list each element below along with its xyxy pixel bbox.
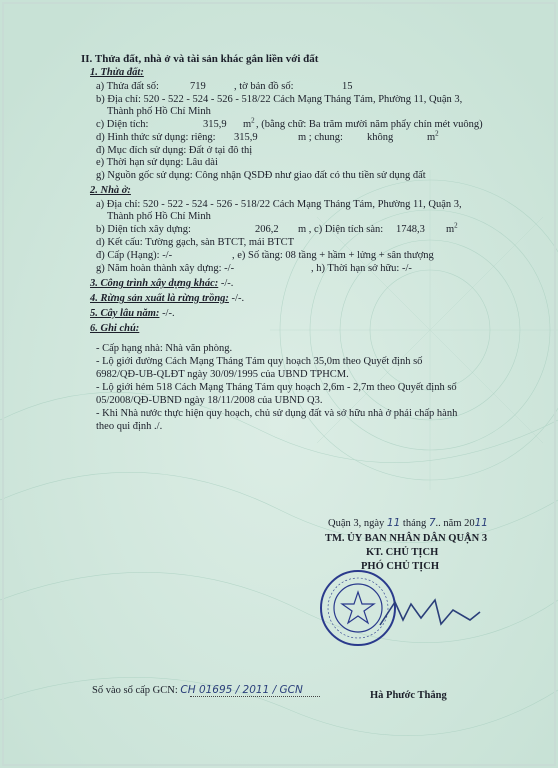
- production-forest: 4. Rừng sản xuất là rừng trồng: -/-.: [90, 293, 245, 304]
- floor-area-unit: $m^2$: [446, 221, 458, 235]
- house-ownership-term: , h) Thời hạn sở hữu: -/-: [311, 263, 412, 274]
- usage-unit: $m^2$: [427, 129, 439, 143]
- house-address-city: Thành phố Hồ Chí Minh: [107, 211, 211, 222]
- usage-purpose: đ) Mục đích sử dụng: Đất ở tại đô thị: [96, 145, 253, 156]
- house-address: a) Địa chỉ: 520 - 522 - 524 - 526 - 518/22 Cách Mạng Tháng Tám, Phường 11, Quận 3,: [96, 199, 462, 210]
- note-line: - Khi Nhà nước thực hiện quy hoạch, chủ sử dụng đất và sở hữu nhà ở phải chấp hành: [96, 408, 458, 419]
- land-sheet-number: 15: [342, 81, 353, 92]
- land-parcel-label: a) Thửa đất số:: [96, 81, 159, 92]
- land-area-words: , (bằng chữ: Ba trăm mười năm phẩy chín mét vuông): [256, 119, 483, 130]
- floor-area-label: m , c) Diện tích sàn:: [298, 224, 384, 235]
- note-line: theo qui định ./.: [96, 421, 163, 432]
- land-heading: 1. Thửa đất:: [90, 67, 144, 78]
- authority-line: TM. ỦY BAN NHÂN DÂN QUẬN 3: [325, 533, 488, 544]
- signature-scribble: [375, 590, 485, 640]
- issue-date: Quận 3, ngày 11 tháng 7.. năm 2011: [328, 517, 488, 529]
- perennial-trees: 5. Cây lâu năm: -/-.: [90, 308, 175, 319]
- house-structure: d) Kết cấu: Tường gạch, sàn BTCT, mái BTCT: [96, 237, 295, 248]
- house-grade: đ) Cấp (Hạng): -/-: [96, 250, 173, 261]
- floor-area-value: 1748,3: [396, 224, 425, 235]
- registry-underline: [190, 696, 320, 697]
- house-completion-year: g) Năm hoàn thành xây dựng: -/-: [96, 263, 235, 274]
- note-line: - Cấp hạng nhà: Nhà văn phòng.: [96, 343, 233, 354]
- usage-private-area: 315,9: [234, 132, 258, 143]
- land-address: b) Địa chỉ: 520 - 522 - 524 - 526 - 518/22 Cách Mạng Tháng Tám, Phường 11, Quận 3,: [96, 94, 463, 105]
- building-area-value: 206,2: [255, 224, 279, 235]
- land-parcel-number: 719: [190, 81, 206, 92]
- registry-number: Số vào sổ cấp GCN: CH 01695 / 2011 / GCN: [92, 684, 303, 696]
- house-heading: 2. Nhà ở:: [90, 185, 131, 196]
- authority-role: KT. CHỦ TỊCH: [366, 547, 439, 558]
- note-line: 05/2008/QĐ-UBND ngày 18/11/2008 của UBND Q3.: [96, 395, 323, 406]
- land-area-unit: $m^2$: [243, 116, 255, 130]
- usage-form-label: d) Hình thức sử dụng: riêng:: [96, 132, 216, 143]
- usage-term: e) Thời hạn sử dụng: Lâu dài: [96, 157, 218, 168]
- land-address-city: Thành phố Hồ Chí Minh: [107, 106, 211, 117]
- section-title: II. Thửa đất, nhà ở và tài sản khác gắn liền với đất: [81, 53, 319, 65]
- note-line: - Lộ giới hẻm 518 Cách Mạng Tháng Tám quy hoạch 2,6m - 2,7m theo Quyết định số: [96, 382, 457, 393]
- land-area-value: 315,9: [203, 119, 227, 130]
- usage-common-label: m ; chung:: [298, 132, 343, 143]
- authority-title: PHÓ CHỦ TỊCH: [361, 561, 439, 572]
- usage-common-value: không: [367, 132, 394, 143]
- note-line: - Lộ giới đường Cách Mạng Tháng Tám quy hoạch 35,0m theo Quyết định số: [96, 356, 423, 367]
- other-construction: 3. Công trình xây dựng khác: -/-.: [90, 278, 234, 289]
- notes-heading: 6. Ghi chú:: [90, 323, 140, 334]
- house-floors: , e) Số tầng: 08 tầng + hầm + lửng + sân thượng: [232, 250, 434, 261]
- land-sheet-label: , tờ bản đồ số:: [234, 81, 294, 92]
- signer-name: Hà Phước Thắng: [370, 690, 447, 701]
- building-area-label: b) Diện tích xây dựng:: [96, 224, 191, 235]
- usage-origin: g) Nguồn gốc sử dụng: Công nhận QSDĐ như giao đất có thu tiền sử dụng đất: [96, 170, 426, 181]
- note-line: 6982/QĐ-UB-QLĐT ngày 30/09/1995 của UBND TPHCM.: [96, 369, 349, 380]
- land-area-label: c) Diện tích:: [96, 119, 149, 130]
